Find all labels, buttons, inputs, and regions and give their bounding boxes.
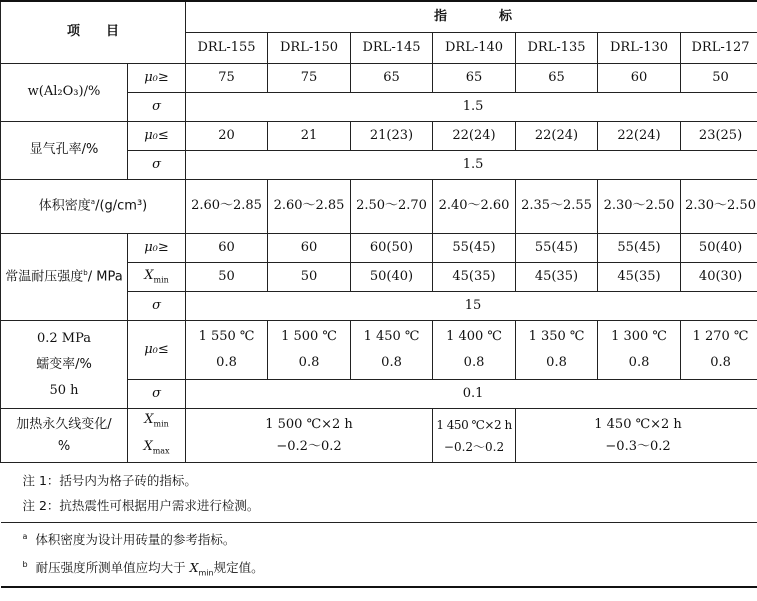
cell [351, 321, 433, 380]
cell: 1.5 [186, 93, 757, 122]
cell: 55(45) [516, 234, 598, 263]
cell: 2.30～2.50 [598, 180, 681, 234]
cell: 55(45) [598, 234, 681, 263]
cell: 60(50) [351, 234, 433, 263]
cell [516, 409, 757, 463]
symbol-x: X [144, 412, 154, 427]
cell: 22(24) [433, 122, 516, 151]
cell: 50 [186, 263, 268, 292]
grade: DRL-150 [268, 33, 351, 64]
footnote [23, 524, 757, 552]
cell: 2.35～2.55 [516, 180, 598, 234]
cell [516, 321, 598, 380]
notes-row [1, 463, 757, 523]
temp: 1 270 ℃ [692, 329, 749, 344]
cell [186, 409, 433, 463]
cell: 60 [268, 234, 351, 263]
header-indicator: 指 标 [186, 1, 757, 33]
label-line: 蠕变率/% [36, 356, 92, 372]
cell: 21(23) [351, 122, 433, 151]
cell: 22(24) [516, 122, 598, 151]
value: 0.8 [628, 355, 650, 370]
symbol: μ₀≤ [128, 321, 186, 380]
cell [268, 321, 351, 380]
cell: 1.5 [186, 151, 757, 180]
temp: 1 400 ℃ [446, 329, 502, 344]
cell: 22(24) [598, 122, 681, 151]
cell: 50 [681, 64, 757, 93]
cell [433, 321, 516, 380]
cell: 2.30～2.50 [681, 180, 757, 234]
cell: 65 [516, 64, 598, 93]
cell: 0.1 [186, 380, 757, 409]
symbol-sub: min [153, 275, 169, 285]
grade: DRL-140 [433, 33, 516, 64]
footnote-text: 耐压强度所测单值应均大于 [35, 559, 190, 575]
footnote-text: 体积密度为设计用砖量的参考指标。 [35, 531, 236, 547]
cell: 45(35) [433, 263, 516, 292]
range: −0.2～0.2 [276, 438, 342, 454]
value: 0.8 [710, 355, 731, 370]
value: 0.8 [546, 355, 567, 370]
cell: 50(40) [351, 263, 433, 292]
temp: 1 350 ℃ [528, 329, 585, 344]
symbol: σ [128, 380, 186, 409]
grade: DRL-130 [598, 33, 681, 64]
cell: 50(40) [681, 234, 757, 263]
symbol-x: X [189, 559, 199, 575]
footnotes [1, 523, 757, 587]
cell: 75 [186, 64, 268, 93]
cell: 55(45) [433, 234, 516, 263]
note: 注 2：抗热震性可根据用户需求进行检测。 [22, 497, 260, 513]
cell [598, 321, 681, 380]
label-text: 体积密度 [38, 198, 91, 214]
cell: 45(35) [598, 263, 681, 292]
row-label-al2o3: w(Al₂O₃)/% [1, 64, 128, 122]
cell [433, 409, 516, 463]
row-label-density [1, 180, 186, 234]
condition: 1 450 ℃×2 h [594, 416, 682, 432]
symbol-sub: min [198, 568, 214, 578]
symbol: μ₀≥ [128, 64, 186, 93]
cell: 2.60～2.85 [186, 180, 268, 234]
range: −0.3～0.2 [605, 438, 671, 454]
notes [1, 463, 757, 523]
value: 0.8 [298, 355, 320, 370]
cell: 40(30) [681, 263, 757, 292]
table-row [1, 409, 757, 463]
cell: 60 [186, 234, 268, 263]
cell: 75 [268, 64, 351, 93]
table-row [1, 122, 757, 151]
label-line: % [57, 438, 71, 454]
temp: 1 500 ℃ [281, 329, 337, 344]
cell: 2.50～2.70 [351, 180, 433, 234]
symbol-sub: max [152, 446, 170, 456]
grade: DRL-127 [681, 33, 757, 64]
symbol: σ [128, 292, 186, 321]
symbol-x: X [144, 268, 154, 284]
label-text: 常温耐压强度 [5, 269, 84, 285]
cell [186, 321, 268, 380]
symbol: μ₀≤ [128, 122, 186, 151]
footnote-mark: b [22, 559, 28, 569]
cell: 2.60～2.85 [268, 180, 351, 234]
header-item: 项 目 [1, 1, 186, 64]
cell: 60 [598, 64, 681, 93]
symbol: σ [128, 93, 186, 122]
value: 0.8 [463, 355, 485, 370]
footnotes-row [1, 523, 757, 587]
temp: 1 550 ℃ [198, 329, 255, 344]
footnote-mark: a [22, 531, 28, 541]
symbol-sub: min [153, 419, 169, 429]
symbol-x: X [143, 438, 153, 454]
footnote-mark: b [83, 268, 88, 277]
temp: 1 450 ℃ [363, 329, 420, 344]
cell: 15 [186, 292, 757, 321]
grade: DRL-145 [351, 33, 433, 64]
footnote-mark: a [90, 198, 96, 207]
cell: 45(35) [516, 263, 598, 292]
condition: 1 450 ℃×2 h [436, 417, 512, 432]
temp: 1 300 ℃ [611, 329, 667, 344]
label-unit: /(g/cm³) [95, 198, 148, 214]
range: −0.2～0.2 [443, 439, 505, 454]
symbol [128, 409, 186, 463]
footnote-text: 规定值。 [213, 559, 264, 575]
cell: 50 [268, 263, 351, 292]
symbol-xmin [128, 409, 185, 436]
row-label-plc [1, 409, 128, 463]
cell: 2.40～2.60 [433, 180, 516, 234]
grade: DRL-135 [516, 33, 598, 64]
cell: 21 [268, 122, 351, 151]
table-row [1, 234, 757, 263]
footnote [23, 552, 757, 586]
symbol: σ [128, 151, 186, 180]
value: 0.8 [381, 355, 402, 370]
symbol-xmax [128, 436, 185, 463]
row-label-strength [1, 234, 128, 321]
label-line: 0.2 MPa [36, 330, 92, 346]
table-row [1, 64, 757, 93]
symbol [128, 263, 186, 292]
note: 注 1：括号内为格子砖的指标。 [22, 472, 197, 488]
cell: 23(25) [681, 122, 757, 151]
cell: 65 [351, 64, 433, 93]
cell [681, 321, 757, 380]
grade: DRL-155 [186, 33, 268, 64]
row-label-porosity: 显气孔率/% [1, 122, 128, 180]
label-unit: / MPa [87, 269, 123, 285]
table-row [1, 180, 757, 234]
cell: 65 [433, 64, 516, 93]
condition: 1 500 ℃×2 h [265, 416, 353, 432]
table-row [1, 321, 757, 380]
label-line: 50 h [49, 382, 79, 398]
label-line: 加热永久线变化/ [16, 416, 112, 432]
cell: 20 [186, 122, 268, 151]
value: 0.8 [216, 355, 237, 370]
symbol: μ₀≥ [128, 234, 186, 263]
row-label-creep [1, 321, 128, 409]
